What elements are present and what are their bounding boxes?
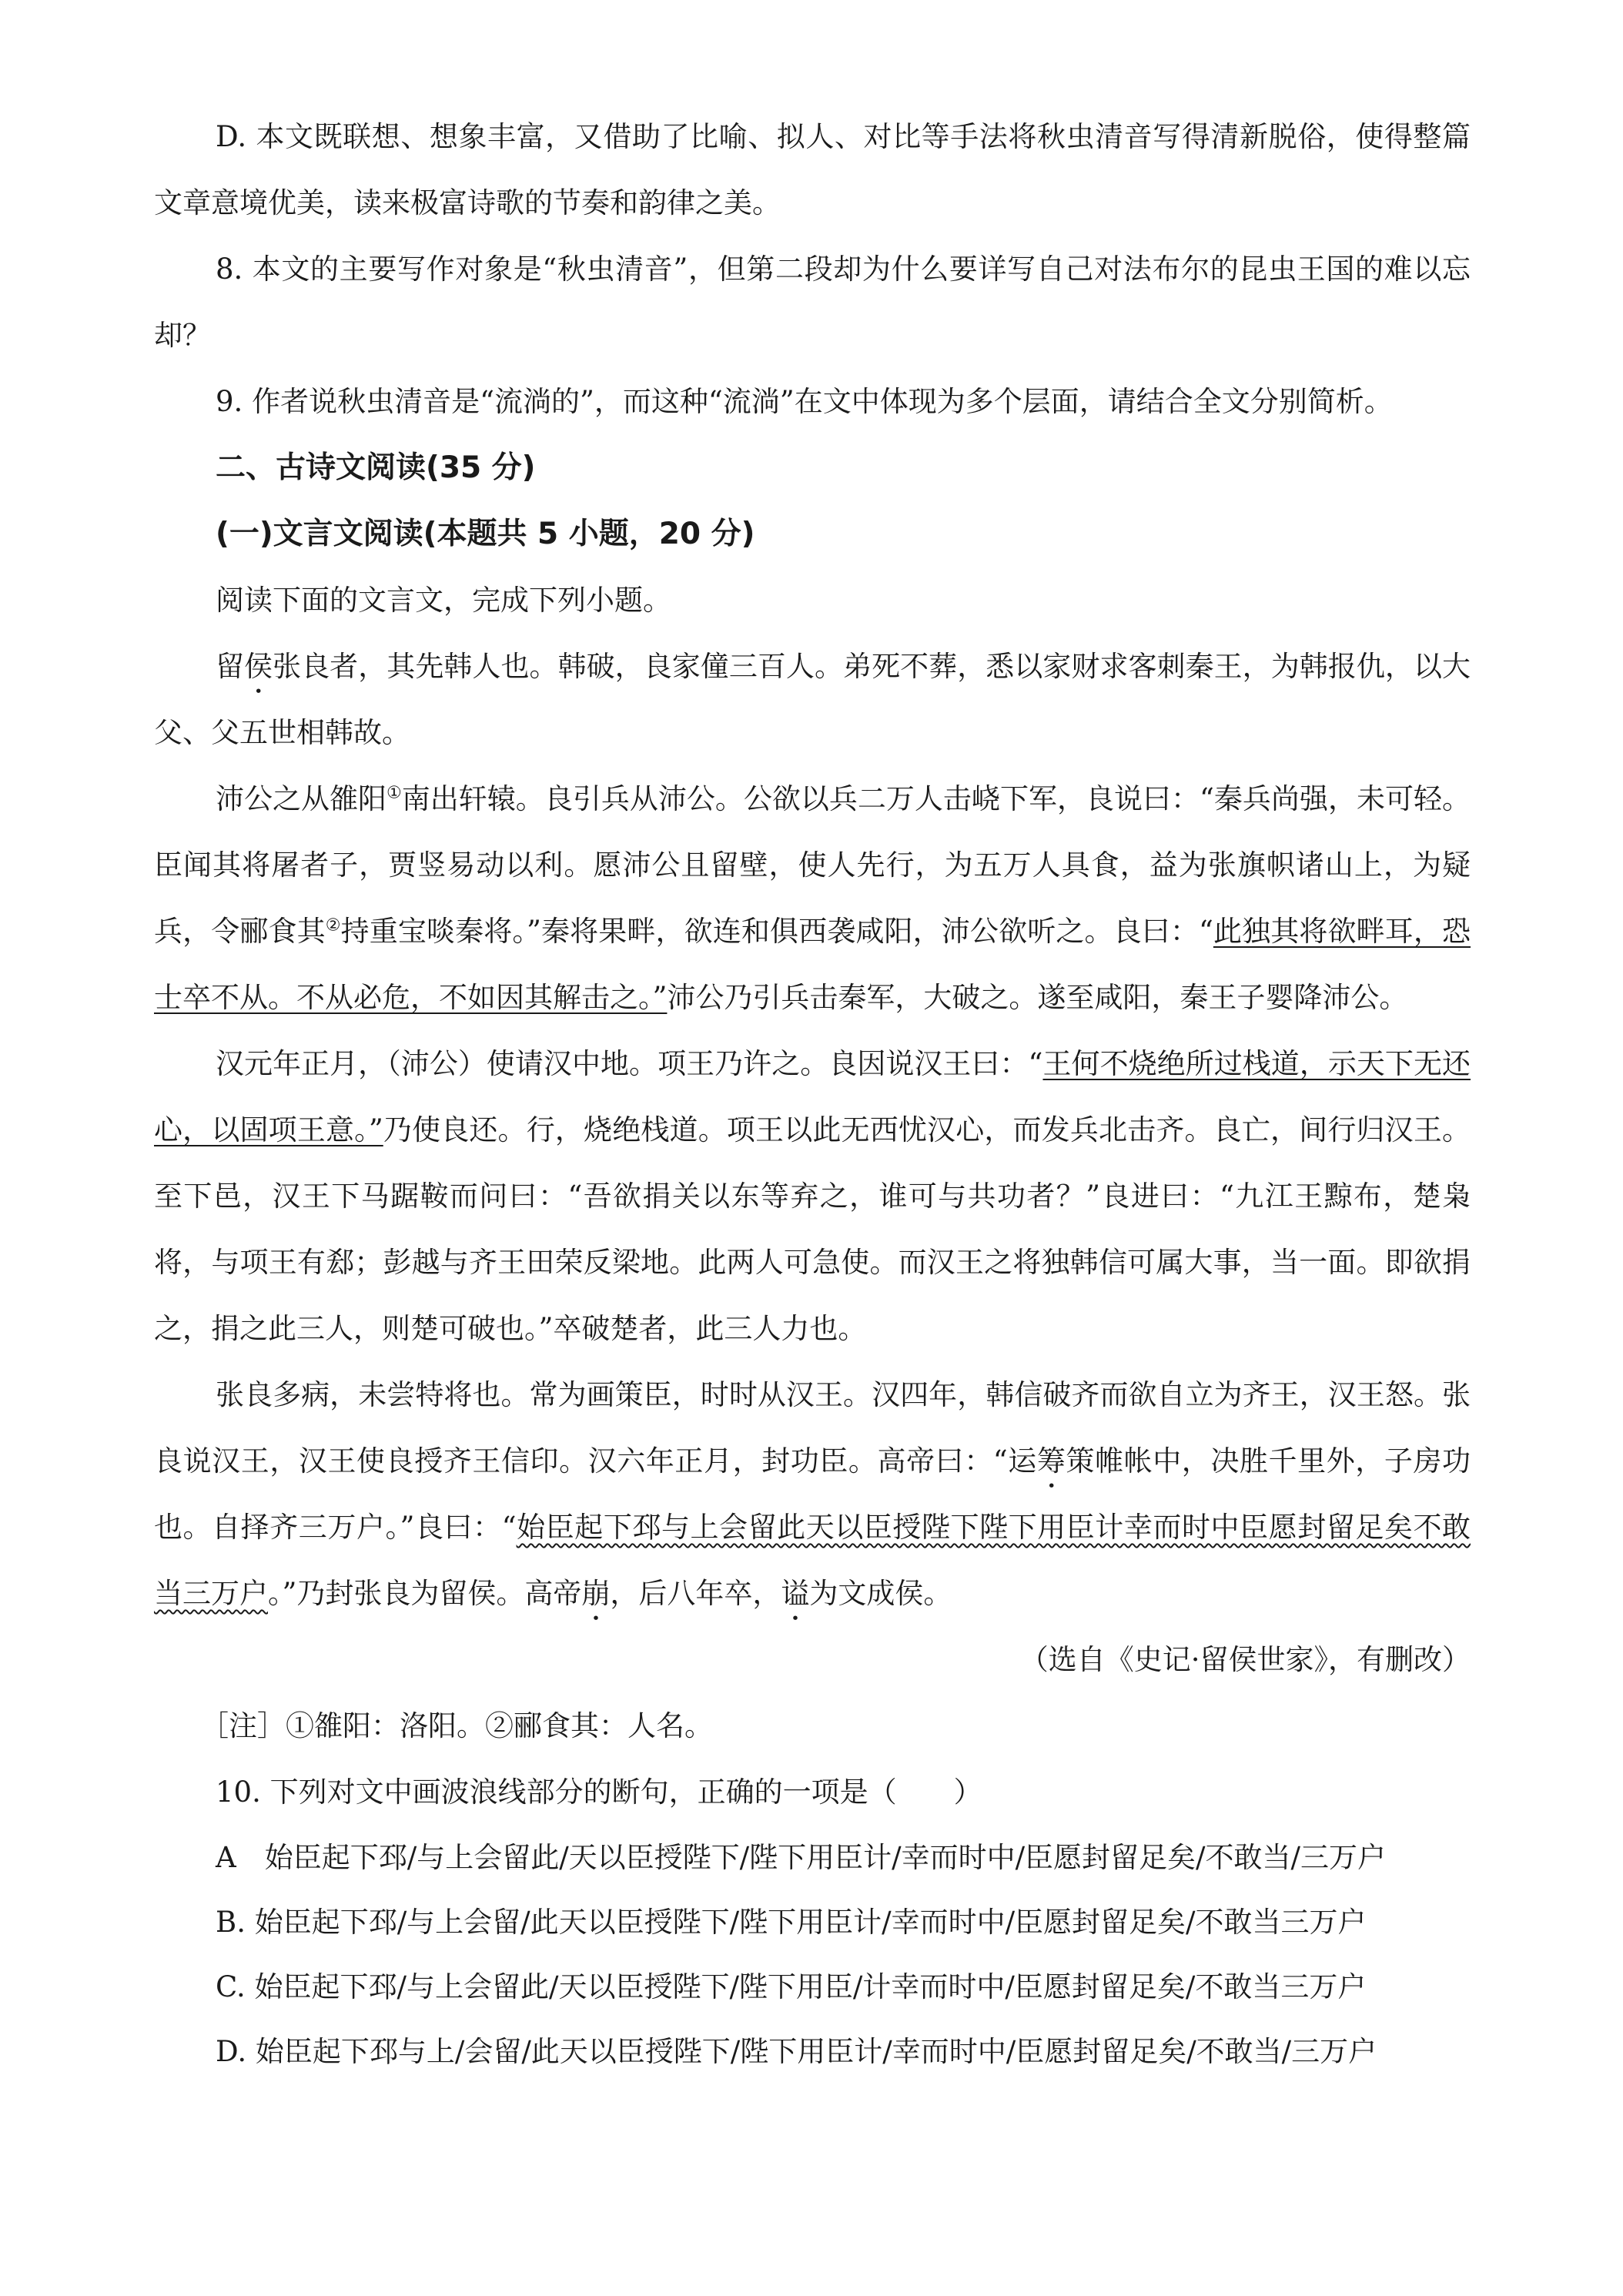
- option-b: [154, 1890, 1471, 1955]
- question-7-option-d: D. 本文既联想、想象丰富，又借助了比喻、拟人、对比等手法将秋虫清音写得清新脱俗，使得整篇文章意境优美，读来极富诗歌的节奏和韵律之美。: [154, 120, 1471, 219]
- option-letter: A: [216, 1841, 236, 1874]
- document-page: [154, 104, 1471, 2084]
- question-10: 10. 下列对文中画波浪线部分的断句，正确的一项是（ ）: [216, 1776, 982, 1809]
- underlined-sentence: 王何不烧绝所过栈道，示天下无还心，以固项王意。”: [154, 1047, 1471, 1146]
- option-text: 始臣起下邳与上/会留/此天以臣授陛下/陛下用臣计/幸而时中/臣愿封留足矣/不敢当/三万户: [246, 2035, 1377, 2068]
- option-a: [154, 1826, 1471, 1890]
- footnote-marker: ②: [325, 915, 341, 935]
- emphasis-dot-char: 崩: [581, 1577, 611, 1610]
- wavy-underlined-sentence: 始臣起下邳与上会留此天以臣授陛下陛下用臣计幸而时中臣愿封留足矣不敢当三万户: [154, 1511, 1471, 1610]
- text-run: 留: [216, 650, 245, 683]
- section-heading: 二、古诗文阅读(35 分): [216, 450, 536, 485]
- emphasis-dot-char: 筹: [1036, 1444, 1066, 1478]
- passage-note: ［注］①雒阳：洛阳。②郦食其：人名。: [200, 1709, 713, 1742]
- option-text: 始臣起下邳/与上会留此/天以臣授陛下/陛下用臣计/幸而时中/臣愿封留足矣/不敢当/三万户: [236, 1841, 1386, 1874]
- text-run: 张良多病，未尝特将也。常为画策臣，时时从汉王。汉四年，韩信破齐而欲自立为齐王，汉王怒。张良说汉王，汉王使良授齐王信印。汉六年正月，封功臣。高帝曰：“运: [154, 1378, 1471, 1478]
- option-text: 始臣起下邳/与上会留/此天以臣授陛下/陛下用臣计/幸而时中/臣愿封留足矣/不敢当三万户: [245, 1906, 1367, 1939]
- option-d: [154, 2020, 1471, 2084]
- option-letter: D.: [216, 2035, 247, 2068]
- text-run: 张良者，其先韩人也。韩破，良家僮三百人。弟死不葬，悉以家财求客刺秦王，为韩报仇，以大父、父五世相韩故。: [154, 650, 1471, 749]
- passage-paragraph-3: [154, 1031, 1471, 1362]
- passage-paragraph-2: [154, 766, 1471, 1031]
- text-run: 。”乃封张良为留侯。高帝: [268, 1577, 582, 1610]
- footnote-marker: ①: [387, 783, 402, 803]
- question-8: 8. 本文的主要写作对象是“秋虫清音”，但第二段却为什么要详写自己对法布尔的昆虫王国的难以忘却？: [154, 253, 1471, 352]
- reading-instruction: 阅读下面的文言文，完成下列小题。: [216, 584, 671, 617]
- text-run: 乃使良还。行，烧绝栈道。项王以此无西忧汉心，而发兵北击齐。良亡，间行归汉王。至下邑，汉王下马踞鞍而问曰：“吾欲捐关以东等弃之，谁可与共功者？”良进曰：“九江王黥布，楚枭将，与项王有郄；彭越与齐王田荣反梁地。此两人可急使。而汉王之将独韩信可属大事，当一面。即欲捐之，捐之此三人，则楚可破也。”卒破楚者，此三人力也。: [154, 1113, 1471, 1345]
- text-run: 沛公乃引兵击秦军，大破之。遂至咸阳，秦王子婴降沛公。: [667, 981, 1408, 1014]
- emphasis-dot-char: 谥: [781, 1577, 810, 1610]
- subsection-heading: (一)文言文阅读(本题共 5 小题，20 分): [216, 517, 755, 551]
- option-letter: C.: [216, 1970, 246, 2003]
- text-run: 持重宝啖秦将。”秦将果畔，欲连和俱西袭咸阳，沛公欲听之。良曰：“: [340, 915, 1213, 948]
- text-run: 南出轩辕。良引兵从沛公。公欲以兵二万人击峣下军，良说曰：“秦兵尚强，未可轻。臣闻其将屠者子，贾竖易动以利。愿沛公且留壁，使人先行，为五万人具食，益为张旗帜诸山上，为疑兵，令郦食其: [154, 782, 1471, 948]
- option-c: [154, 1955, 1471, 2020]
- question-9: 9. 作者说秋虫清音是“流淌的”，而这种“流淌”在文中体现为多个层面，请结合全文分别简析。: [216, 385, 1393, 418]
- text-run: 策帷帐中，决胜千里外，子房功也。自择齐三万户。”良曰：“: [154, 1444, 1471, 1544]
- emphasis-dot-char: 侯: [244, 650, 273, 683]
- text-run: 为文成侯。: [809, 1577, 952, 1610]
- option-letter: B.: [216, 1906, 246, 1939]
- text-run: ，后八年卒，: [610, 1577, 781, 1610]
- passage-paragraph-4: [154, 1362, 1471, 1627]
- text-run: 汉元年正月，（沛公）使请汉中地。项王乃许之。良因说汉王曰：“: [216, 1047, 1043, 1080]
- text-run: 沛公之从雒阳: [216, 782, 387, 815]
- option-text: 始臣起下邳/与上会留此/天以臣授陛下/陛下用臣/计幸而时中/臣愿封留足矣/不敢当三万户: [245, 1970, 1367, 2003]
- passage-source: （选自《史记·留侯世家》，有删改）: [1019, 1643, 1471, 1676]
- underlined-sentence: 此独其将欲畔耳，恐士卒不从。不从必危，不如因其解击之。”: [154, 915, 1471, 1014]
- passage-paragraph-1: [154, 634, 1471, 766]
